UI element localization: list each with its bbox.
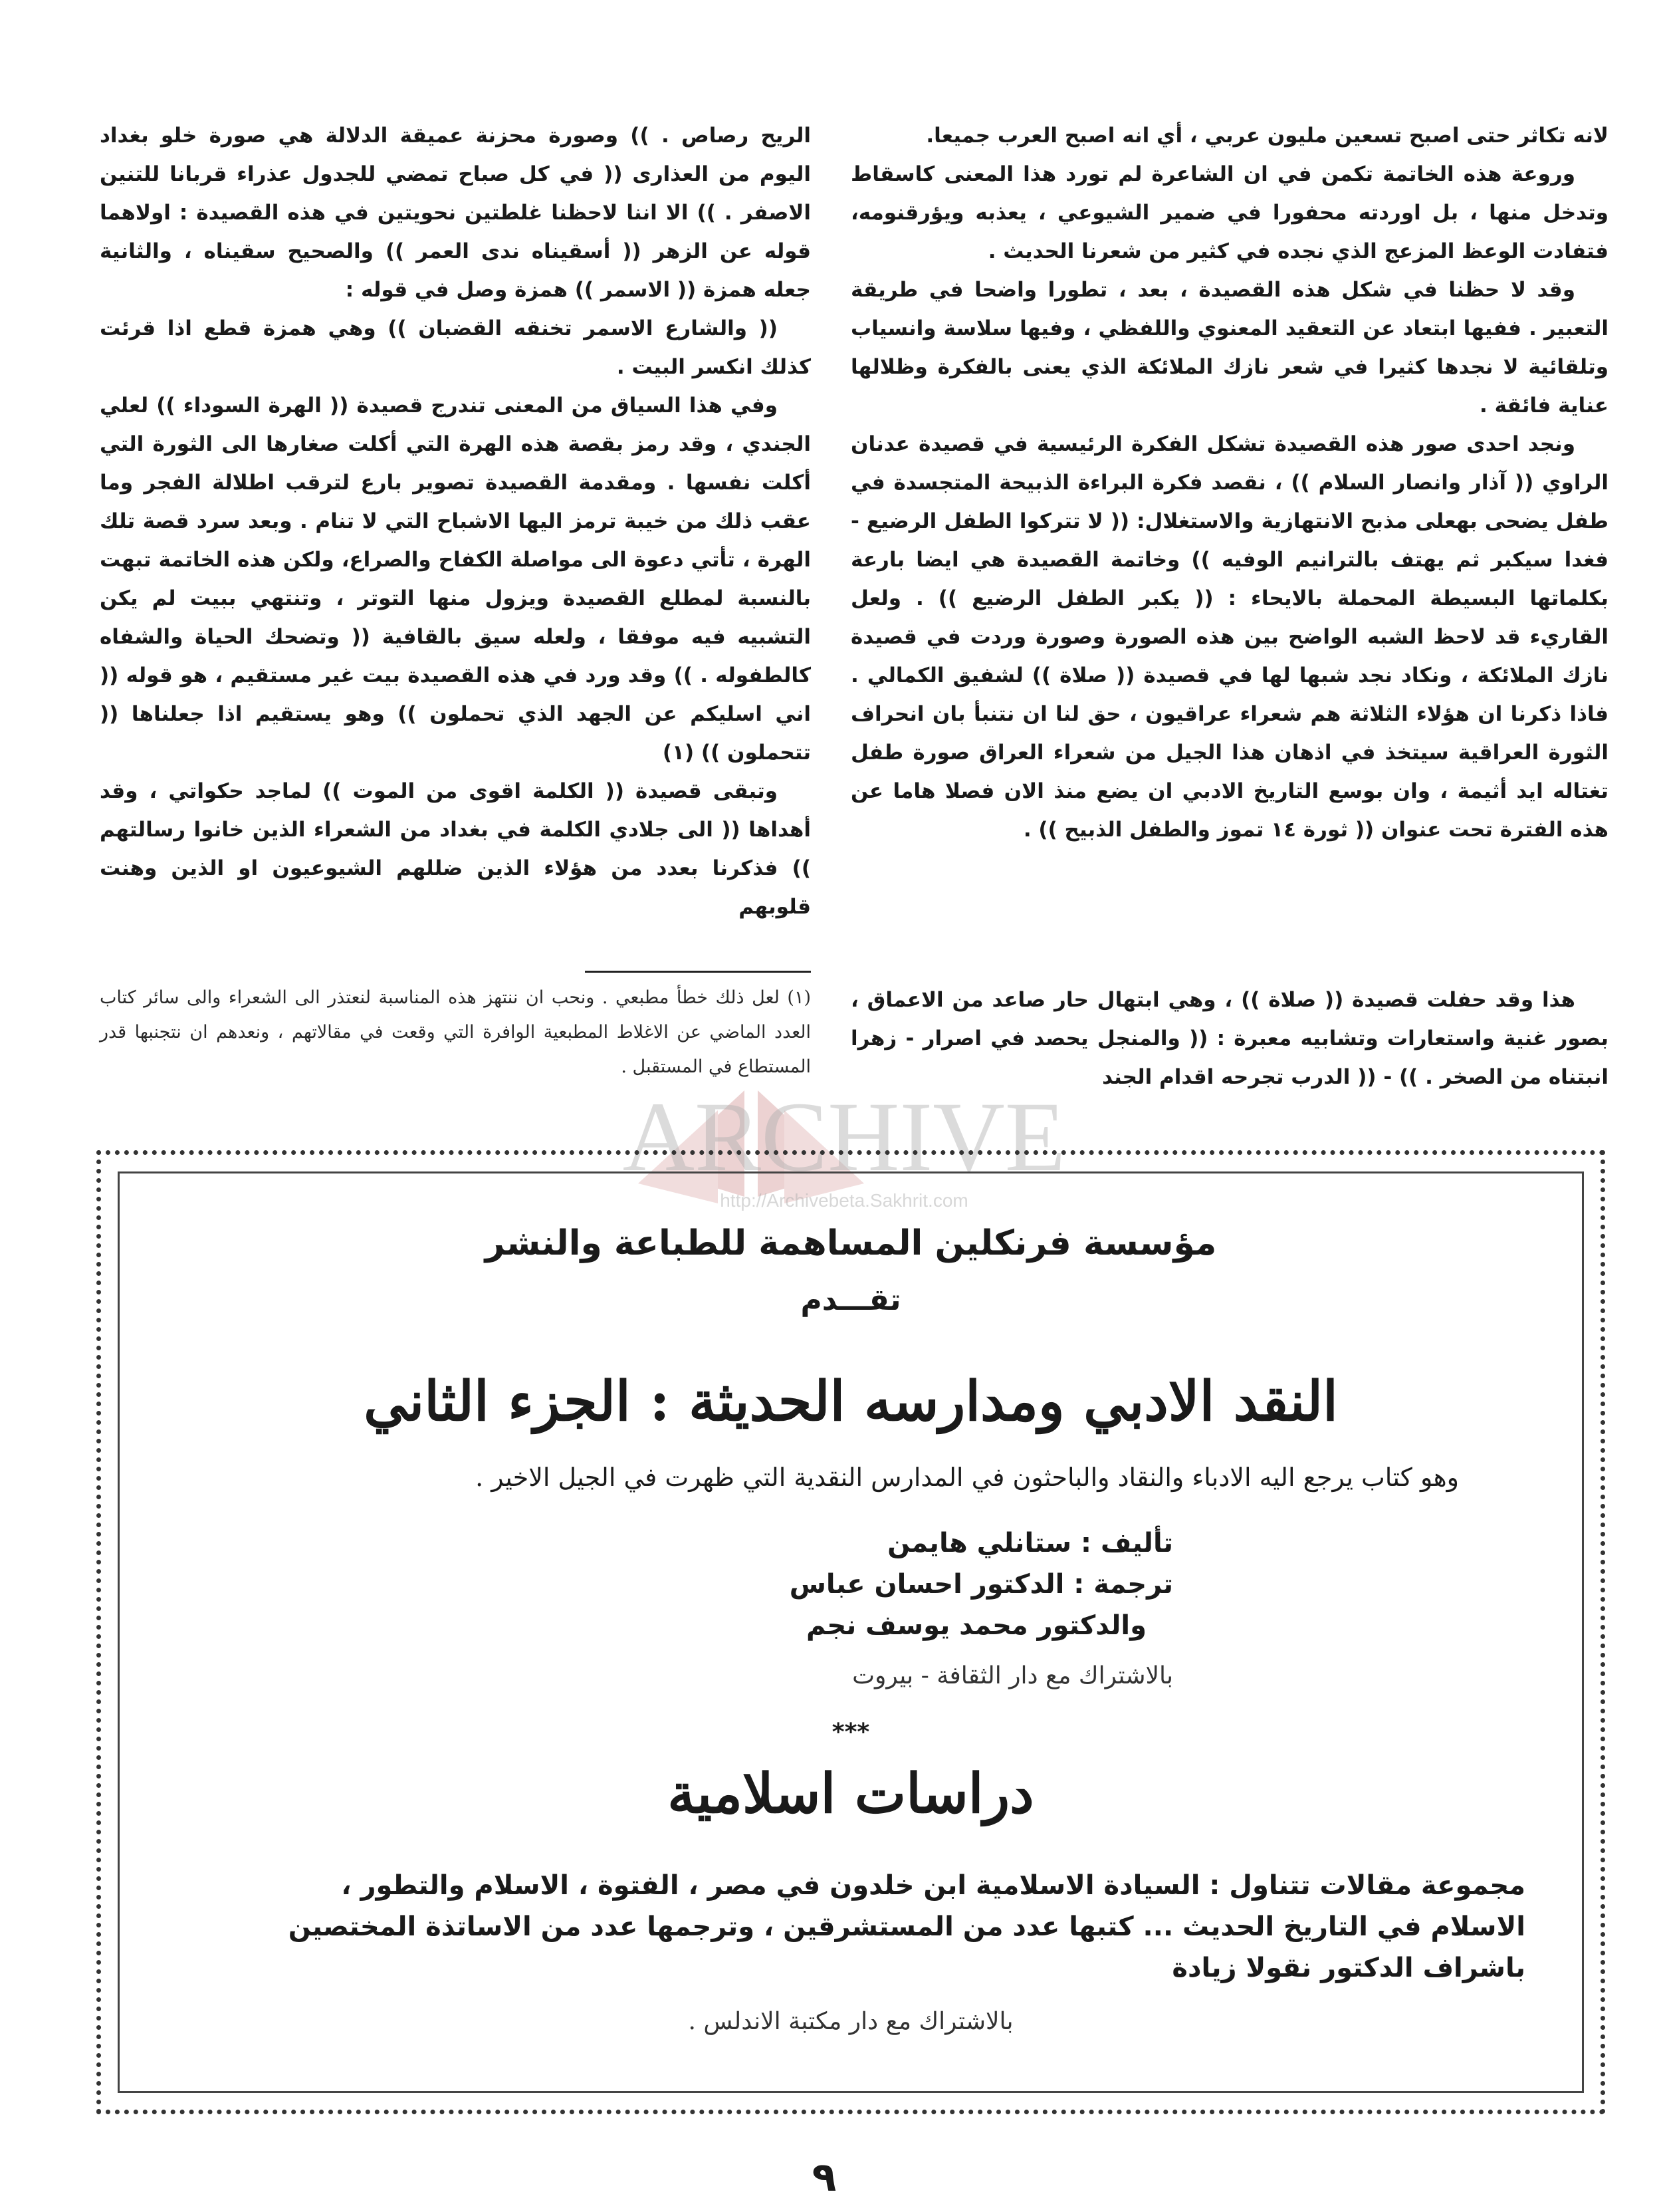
paragraph: لانه تكاثر حتى اصبح تسعين مليون عربي ، أي انه اصبح العرب جميعا. — [926, 124, 1608, 148]
ad-book1-credits — [575, 1523, 1173, 1646]
ad-presents: تقـــدم — [800, 1283, 901, 1317]
ad-separator-stars: *** — [831, 1719, 870, 1746]
ad-book2-line: باشراف الدكتور نقولا زيادة — [1172, 1953, 1525, 1983]
paragraph: وقد لا حظنا في شكل هذه القصيدة ، بعد ، تطورا واضحا في طريقة التعبير . ففيها ابتعاد عن التعقيد المعنوي واللفظي ، وفيها سلاسة وانسياب وتلقائية لا نجدها كثيرا في شعر نازك الملائكة الذي يعنى بالفكرة وظلالها عناية فائقة . — [851, 278, 1608, 418]
paragraph: (( والشارع الاسمر تخنقه القضبان )) وهي همزة قطع اذا قرئت كذلك انكسر البيت . — [100, 316, 811, 379]
watermark-main-text: ARCHIVE — [622, 1082, 1066, 1192]
ad-book2-partner: بالاشتراك مع دار مكتبة الاندلس . — [688, 2008, 1014, 2035]
ad-translator: والدكتور محمد يوسف نجم — [806, 1610, 1147, 1641]
ad-book1-partner: بالاشتراك مع دار الثقافة - بيروت — [852, 1662, 1173, 1689]
footnote-rule — [585, 971, 811, 973]
ad-book2-title: دراسات اسلامية — [667, 1762, 1034, 1826]
ad-book2-description — [163, 1865, 1525, 1989]
paragraph: هذا وقد حفلت قصيدة (( صلاة )) ، وهي ابتهال حار صاعد من الاعماق ، بصور غنية واستعارات وتشابيه معبرة : (( والمنجل يحصد في اصرار - زهرا انبتناه من الصخر . )) - (( الدرب تجرحه اقدام الجند — [851, 988, 1608, 1089]
ad-publisher: مؤسسة فرنكلين المساهمة للطباعة والنشر — [485, 1223, 1217, 1263]
watermark-url-text: http://Archivebeta.Sakhrit.com — [720, 1190, 968, 1211]
ad-book1-description: وهو كتاب يرجع اليه الادباء والنقاد والباحثون في المدارس النقدية التي ظهرت في الجيل الاخير . — [475, 1463, 1459, 1492]
ad-book1-title: النقد الادبي ومدارسه الحديثة : الجزء الثاني — [364, 1370, 1338, 1433]
ad-author: تأليف : ستانلي هايمن — [887, 1528, 1173, 1558]
article-right-column-continued — [851, 981, 1608, 1120]
ad-translator: ترجمة : الدكتور احسان عباس — [789, 1569, 1173, 1600]
article-right-column — [851, 116, 1608, 1127]
ad-book2-line: مجموعة مقالات تتناول : السيادة الاسلامية ابن خلدون في مصر ، الفتوة ، الاسلام والتطور ، — [341, 1870, 1525, 1901]
ad-book2-line: الاسلام في التاريخ الحديث ... كتبها عدد من المستشرقين ، وترجمها عدد من الاساتذة المختصين — [288, 1911, 1525, 1942]
paragraph: الريح رصاص . )) وصورة محزنة عميقة الدلالة هي صورة خلو بغداد اليوم من العذارى (( في كل صباح تمضي للجدول عذراء قربانا للتنين الاصفر . )) الا اننا لاحظنا غلطتين نحويتين في هذه القصيدة : اولاهما قوله عن الزهر (( أسقيناه ندى العمر )) والصحيح سقيناه ، والثانية جعله همزة (( الاسمر )) همزة وصل في قوله : — [100, 124, 811, 302]
article-left-column — [100, 116, 811, 961]
paragraph: وفي هذا السياق من المعنى تندرج قصيدة (( الهرة السوداء )) لعلي الجندي ، وقد رمز بقصة هذه الهرة التي أكلت صغارها الى الثورة التي أكلت نفسها . ومقدمة القصيدة تصوير بارع لترقب اطلالة الفجر وما عقب ذلك من خيبة ترمز اليها الاشباح التي لا تنام . وبعد سرد قصة تلك الهرة ، تأتي دعوة الى مواصلة الكفاح والصراع، ولكن هذه الخاتمة تبهت بالنسبة لمطلع القصيدة ويزول منها التوتر ، وتنتهي ببيت لم يكن التشبيه فيه موفقا ، ولعله سيق بالقافية (( وتضحك الحياة والشفاه كالطفوله . )) وقد ورد في هذه القصيدة بيت غير مستقيم ، هو قوله (( اني اسليكم عن الجهد الذي تحملون )) وهو يستقيم اذا جعلناها (( تتحملون )) (١) — [100, 394, 811, 765]
paragraph: وتبقى قصيدة (( الكلمة اقوى من الموت )) لماجد حكواتي ، وقد أهداها (( الى جلادي الكلمة في بغداد من الشعراء الذين خانوا رسالتهم )) فذكرنا بعدد من هؤلاء الذين ضللهم الشيوعيون او الذين وهنت قلوبهم — [100, 779, 811, 919]
advertisement-content — [96, 1150, 1605, 2114]
footnote: (١) لعل ذلك خطأ مطبعي . ونحب ان ننتهز هذه المناسبة لنعتذر الى الشعراء والى سائر كتاب العدد الماضي عن الاغلاط المطبعية الوافرة التي وقعت في مقالاتهم ، ونعدهم ان نتجنبها قدر المستطاع في المستقبل . — [100, 987, 811, 1077]
paragraph: وروعة هذه الخاتمة تكمن في ان الشاعرة لم تورد هذا المعنى كاسقاط وتدخل منها ، بل اوردته محفورا في ضمير الشيوعي ، يعذبه ويؤرقنومه، فتفادت الوعظ المزعج الذي نجده في كثير من شعرنا الحديث . — [851, 162, 1608, 263]
paragraph: ونجد احدى صور هذه القصيدة تشكل الفكرة الرئيسية في قصيدة عدنان الراوي (( آذار وانصار السلام )) ، نقصد فكرة البراءة الذبيحة المتجسدة في طفل يضحى بهعلى مذبح الانتهازية والاستغلال: (( لا تتركوا الطفل الرضيع - فغدا سيكبر ثم يهتف بالترانيم الوفيه )) وخاتمة القصيدة هي ايضا بارعة بكلماتها البسيطة المحملة بالايحاء : (( يكبر الطفل الرضيع )) . ولعل القاريء قد لاحظ الشبه الواضح بين هذه الصورة وصورة وردت في قصيدة نازك الملائكة ، ونكاد نجد شبها لها في قصيدة (( صلاة )) لشفيق الكمالي . فاذا ذكرنا ان هؤلاء الثلاثة هم شعراء عراقيون ، حق لنا ان نتنبأ بان انحراف الثورة العراقية سيتخذ في اذهان هذا الجيل من شعراء العراق صورة طفل تغتاله ايد أثيمة ، وان بوسع التاريخ الادبي ان يضع منذ الان فصلا هاما عن هذه الفترة تحت عنوان (( ثورة ١٤ تموز والطفل الذبيح )) . — [851, 432, 1608, 842]
page-number: ٩ — [812, 2154, 837, 2201]
column-divider — [828, 116, 829, 1114]
